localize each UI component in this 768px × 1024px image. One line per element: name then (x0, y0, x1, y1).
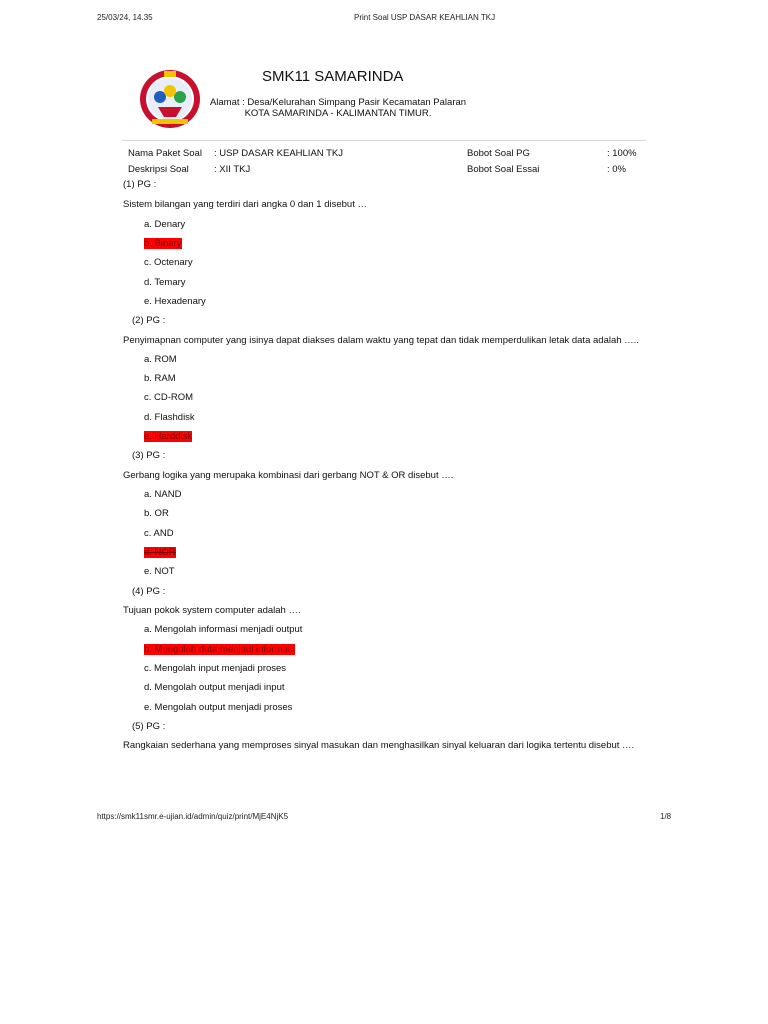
deskripsi-value: : XII TKJ (214, 164, 251, 175)
header-divider (122, 140, 646, 141)
question-text: Tujuan pokok system computer adalah …. (123, 605, 301, 616)
address-line-2: KOTA SAMARINDA - KALIMANTAN TIMUR. (244, 108, 432, 119)
option-correct: b. Binary (144, 238, 182, 249)
option-correct: b. Mengolah data menjadi informasi (144, 644, 295, 655)
question-text: Gerbang logika yang merupaka kombinasi dari gerbang NOT & OR disebut …. (123, 470, 454, 481)
school-name: SMK11 SAMARINDA (262, 68, 404, 85)
bobot-essai-label: Bobot Soal Essai (467, 164, 540, 175)
option: e. NOT (144, 566, 175, 577)
bobot-essai-value: : 0% (607, 164, 627, 175)
question-text: Penyimapnan computer yang isinya dapat diakses dalam waktu yang tepat dan tidak memperdulikan letak data adalah ….. (123, 335, 639, 346)
option: a. ROM (144, 354, 177, 365)
print-url: https://smk11smr.e-ujian.id/admin/quiz/print/MjE4NjK5 (97, 812, 289, 821)
option-correct: d. NOR (144, 547, 176, 558)
bobot-pg-value: : 100% (607, 148, 637, 159)
option: d. Mengolah output menjadi input (144, 682, 285, 693)
deskripsi-label: Deskripsi Soal (128, 164, 189, 175)
option-correct: e. Harddisk (144, 431, 193, 442)
option: c. AND (144, 528, 174, 539)
question-number: (4) PG : (132, 586, 166, 597)
school-address (208, 97, 468, 119)
question-text: Sistem bilangan yang terdiri dari angka 0 dan 1 disebut … (123, 199, 367, 210)
question-number: (1) PG : (123, 179, 157, 190)
option: b. OR (144, 508, 169, 519)
option: c. Mengolah input menjadi proses (144, 663, 287, 674)
question-number: (3) PG : (132, 450, 166, 461)
print-title: Print Soal USP DASAR KEAHLIAN TKJ (354, 13, 496, 22)
address-line-1: Alamat : Desa/Kelurahan Simpang Pasir Kecamatan Palaran (209, 97, 467, 108)
option: c. CD-ROM (144, 392, 194, 403)
option: c. Octenary (144, 257, 193, 268)
question-number: (2) PG : (132, 315, 166, 326)
option: a. NAND (144, 489, 182, 500)
paket-label: Nama Paket Soal (128, 148, 202, 159)
option: d. Temary (144, 277, 186, 288)
paket-value: : USP DASAR KEAHLIAN TKJ (214, 148, 343, 159)
page-number: 1/8 (660, 812, 672, 821)
school-logo (138, 67, 202, 129)
bobot-pg-label: Bobot Soal PG (467, 148, 530, 159)
question-number: (5) PG : (132, 721, 166, 732)
option: e. Mengolah output menjadi proses (144, 702, 293, 713)
option: b. RAM (144, 373, 176, 384)
option: a. Mengolah informasi menjadi output (144, 624, 303, 635)
option: e. Hexadenary (144, 296, 206, 307)
question-text: Rangkaian sederhana yang memproses sinyal masukan dan menghasilkan sinyal keluaran dari logika tertentu disebut …. (123, 740, 635, 751)
option: d. Flashdisk (144, 412, 195, 423)
print-datetime: 25/03/24, 14.35 (97, 13, 153, 22)
option: a. Denary (144, 219, 186, 230)
